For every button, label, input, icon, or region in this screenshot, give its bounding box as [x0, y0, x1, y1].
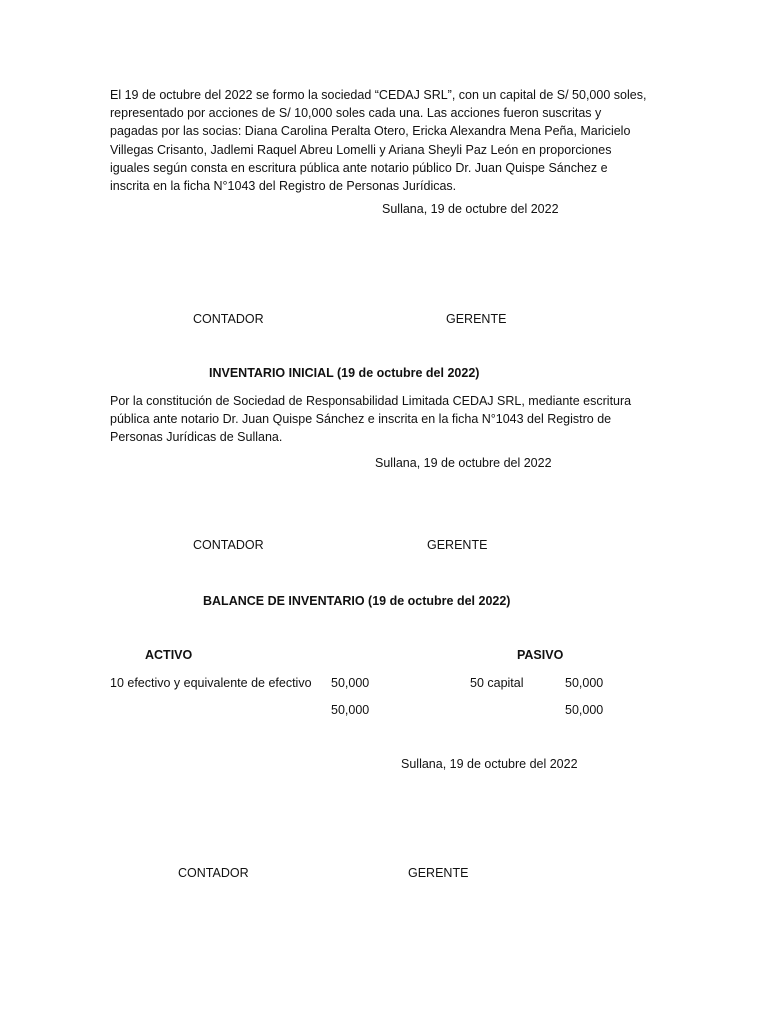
constitution-paragraph [110, 86, 650, 195]
signature-contador: CONTADOR [193, 312, 264, 326]
paragraph-line: Por la constitución de Sociedad de Responsabilidad Limitada CEDAJ SRL, mediante escritura [110, 394, 632, 408]
paragraph-line: pública ante notario Dr. Juan Quispe Sánchez e inscrita en la ficha N°1043 del Registro de [110, 412, 612, 427]
signature-gerente: GERENTE [446, 312, 507, 326]
place-date: Sullana, 19 de octubre del 2022 [401, 757, 578, 771]
paragraph-line: representado por acciones de S/ 10,000 soles cada una. Las acciones fueron suscritas y [110, 106, 602, 121]
balance-inventario-title: BALANCE DE INVENTARIO (19 de octubre del 2022) [203, 594, 511, 608]
pasivo-header: PASIVO [517, 648, 564, 662]
activo-item-value: 50,000 [331, 676, 370, 690]
signature-gerente: GERENTE [408, 866, 469, 880]
inventario-paragraph [110, 392, 650, 447]
signature-contador: CONTADOR [193, 538, 264, 552]
signature-contador: CONTADOR [178, 866, 249, 880]
paragraph-line: pagadas por las socias: Diana Carolina Peralta Otero, Ericka Alexandra Mena Peña, Maricielo [110, 124, 631, 139]
activo-header: ACTIVO [145, 648, 193, 662]
activo-total: 50,000 [331, 703, 370, 717]
paragraph-line: El 19 de octubre del 2022 se formo la sociedad “CEDAJ SRL”, con un capital de S/ 50,000 soles, [110, 88, 647, 102]
paragraph-line: inscrita en la ficha N°1043 del Registro de Personas Jurídicas. [110, 179, 457, 194]
paragraph-line: iguales según consta en escritura pública ante notario público Dr. Juan Quispe Sánchez e [110, 160, 608, 175]
place-date: Sullana, 19 de octubre del 2022 [382, 202, 559, 216]
pasivo-item-label: 50 capital [470, 676, 524, 690]
paragraph-line: Personas Jurídicas de Sullana. [110, 430, 283, 445]
inventario-inicial-title: INVENTARIO INICIAL (19 de octubre del 2022) [209, 366, 480, 380]
pasivo-total: 50,000 [565, 703, 604, 717]
place-date: Sullana, 19 de octubre del 2022 [375, 456, 552, 470]
paragraph-line: Villegas Crisanto, Jadlemi Raquel Abreu Lomelli y Ariana Sheyli Paz León en proporciones [110, 142, 612, 157]
activo-item-label: 10 efectivo y equivalente de efectivo [110, 676, 312, 690]
signature-gerente: GERENTE [427, 538, 488, 552]
pasivo-item-value: 50,000 [565, 676, 604, 690]
